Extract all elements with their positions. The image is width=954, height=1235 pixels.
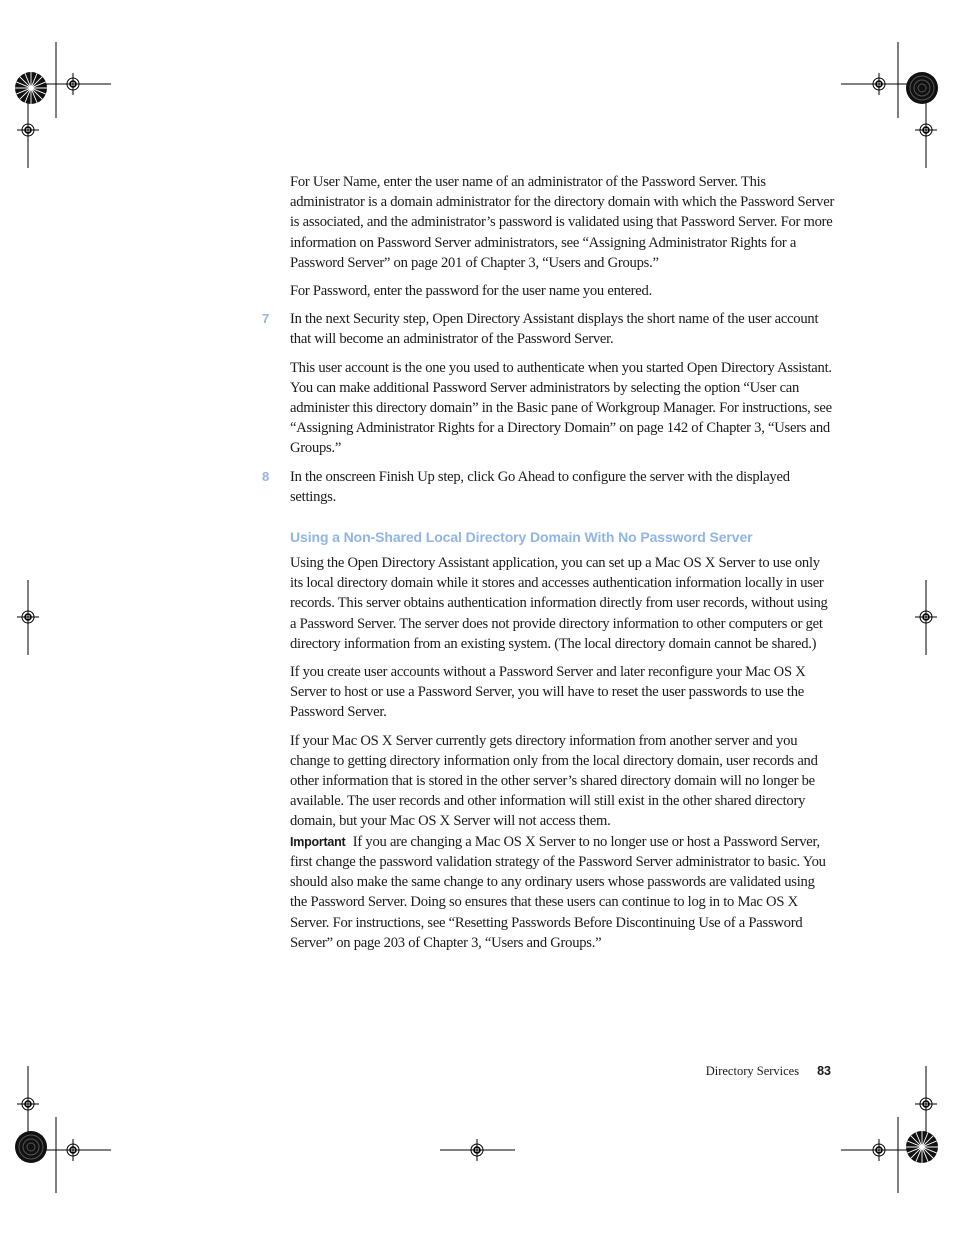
paragraph-password: For Password, enter the password for the user name you entered. [290, 283, 652, 300]
page-content [262, 172, 835, 953]
step-8 [262, 467, 835, 507]
paragraph-local-domain: Using the Open Directory Assistant application, you can set up a Mac OS X Server to use only its local directory domain while it stores and accesses authentication information locally in user records. This server obtains authentication information directly from user records, without using a Password Server. The server does not provide directory information to other computers or get directory information from an existing system. (The local directory domain cannot be shared.) [290, 555, 828, 652]
step-7 [262, 309, 835, 349]
page-number: 83 [817, 1064, 831, 1078]
paragraph-other-server: If your Mac OS X Server currently gets directory information from another server and you change to getting directory information only from the local directory domain, user records and other information that is stored in the other server’s shared directory domain will no longer be available. The user records and other information will still exist in the other shared directory domain, but your Mac OS X Server will not access them. [290, 732, 818, 830]
page-footer [706, 1063, 831, 1079]
chapter-title: Directory Services [705, 1064, 800, 1078]
paragraph-username: For User Name, enter the user name of an administrator of the Password Server. This administrator is a domain administrator for the directory domain with which the Password Server is associated, and the administrator’s password is validated using that Password Server. For more information on Password Server administrators, see “Assigning Administrator Rights for a Password Server” on page 201 of Chapter 3, “Users and Groups.” [290, 174, 835, 271]
step-number: 8 [262, 468, 270, 484]
important-text: If you are changing a Mac OS X Server to no longer use or host a Password Server, first change the password validation strategy of the Password Server administrator to basic. You should also make the same change to any ordinary users whose passwords are validated using the Password Server. Doing so ensures that these users can continue to log in to Mac OS X Server. For instructions, see “Resetting Passwords Before Discontinuing Use of a Password Server” on page 203 of Chapter 3, “Users and Groups.” [290, 833, 826, 951]
step-text: In the onscreen Finish Up step, click Go Ahead to configure the server with the displayed settings. [290, 468, 790, 505]
important-note [290, 832, 835, 953]
paragraph-reconfigure: If you create user accounts without a Password Server and later reconfigure your Mac OS X Server to host or use a Password Server, you will have to reset the user passwords to use the Password Server. [290, 664, 806, 721]
step-number: 7 [262, 311, 270, 327]
important-label: Important [290, 834, 346, 849]
section-heading: Using a Non-Shared Local Directory Domain With No Password Server [290, 529, 753, 546]
step-text: In the next Security step, Open Directory Assistant displays the short name of the user account that will become an administrator of the Password Server. [290, 311, 819, 348]
paragraph-user-account: This user account is the one you used to authenticate when you started Open Directory Assistant. You can make additional Password Server administrators by selecting the option “User can administer this directory domain” in the Basic pane of Workgroup Manager. For instructions, see “Assigning Administrator Rights for a Directory Domain” on page 142 of Chapter 3, “Users and Groups.” [290, 359, 832, 457]
